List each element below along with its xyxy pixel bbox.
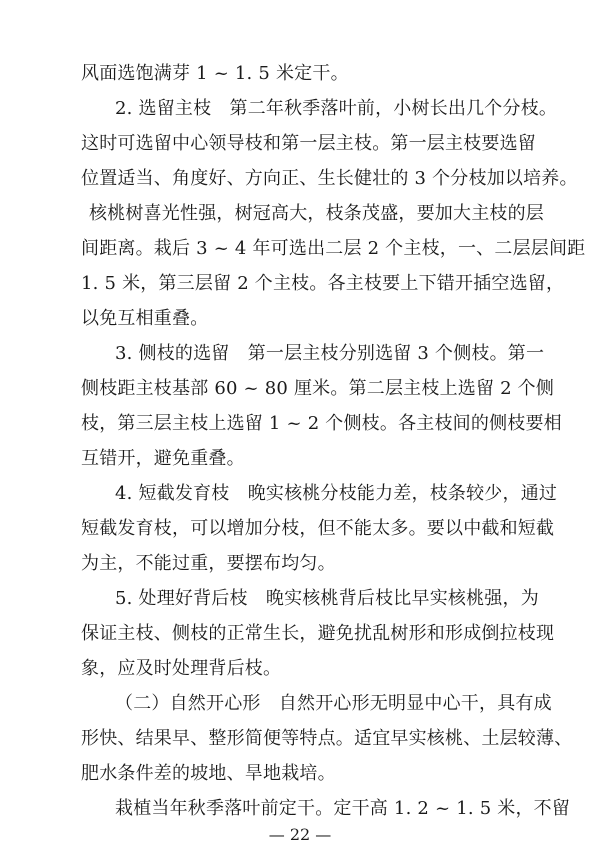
text-line-18: 象，应及时处理背后枝。	[81, 658, 282, 679]
text-line-16: 5. 处理好背后枝 晚实核桃背后枝比早实核桃强，为	[115, 588, 539, 609]
text-line-14: 短截发育枝，可以增加分枝，但不能太多。要以中截和短截	[81, 518, 555, 539]
text-line-7: 1. 5 米，第三层留 2 个主枝。各主枝要上下错开插空选留，	[81, 273, 565, 294]
text-line-10: 侧枝距主枝基部 60 ~ 80 厘米。第二层主枝上选留 2 个侧	[81, 378, 555, 399]
text-line-22: 栽植当年秋季落叶前定干。定干高 1. 2 ~ 1. 5 米，不留	[115, 798, 571, 819]
text-line-12: 互错开，避免重叠。	[81, 448, 245, 469]
text-line-19: （二）自然开心形 自然开心形无明显中心干，具有成	[115, 693, 552, 714]
text-line-9: 3. 侧枝的选留 第一层主枝分别选留 3 个侧枝。第一	[115, 343, 545, 364]
text-line-15: 为主，不能过重，要摆布均匀。	[81, 553, 336, 574]
text-line-6: 间距离。栽后 3 ~ 4 年可选出二层 2 个主枝，一、二层层间距	[81, 238, 586, 259]
text-line-1: 风面选饱满芽 1 ~ 1. 5 米定干。	[81, 63, 349, 84]
text-line-13: 4. 短截发育枝 晚实核桃分枝能力差，枝条较少，通过	[115, 483, 558, 504]
text-line-21: 肥水条件差的坡地、旱地栽培。	[81, 763, 336, 784]
text-line-20: 形快、结果早、整形简便等特点。适宜早实核桃、土层较薄、	[81, 728, 573, 749]
text-line-11: 枝，第三层主枝上选留 1 ~ 2 个侧枝。各主枝间的侧枝要相	[81, 413, 562, 434]
text-line-5: 核桃树喜光性强，树冠高大，枝条茂盛，要加大主枝的层	[89, 203, 544, 224]
text-line-4: 位置适当、角度好、方向正、生长健壮的 3 个分枝加以培养。	[81, 168, 578, 189]
text-line-2: 2. 选留主枝 第二年秋季落叶前，小树长出几个分枝。	[115, 98, 558, 119]
text-line-3: 这时可选留中心领导枝和第一层主枝。第一层主枝要选留	[81, 133, 536, 154]
page-number: — 22 —	[268, 825, 332, 844]
text-line-17: 保证主枝、侧枝的正常生长，避免扰乱树形和形成倒拉枝现	[81, 623, 555, 644]
text-line-8: 以免互相重叠。	[81, 308, 209, 329]
